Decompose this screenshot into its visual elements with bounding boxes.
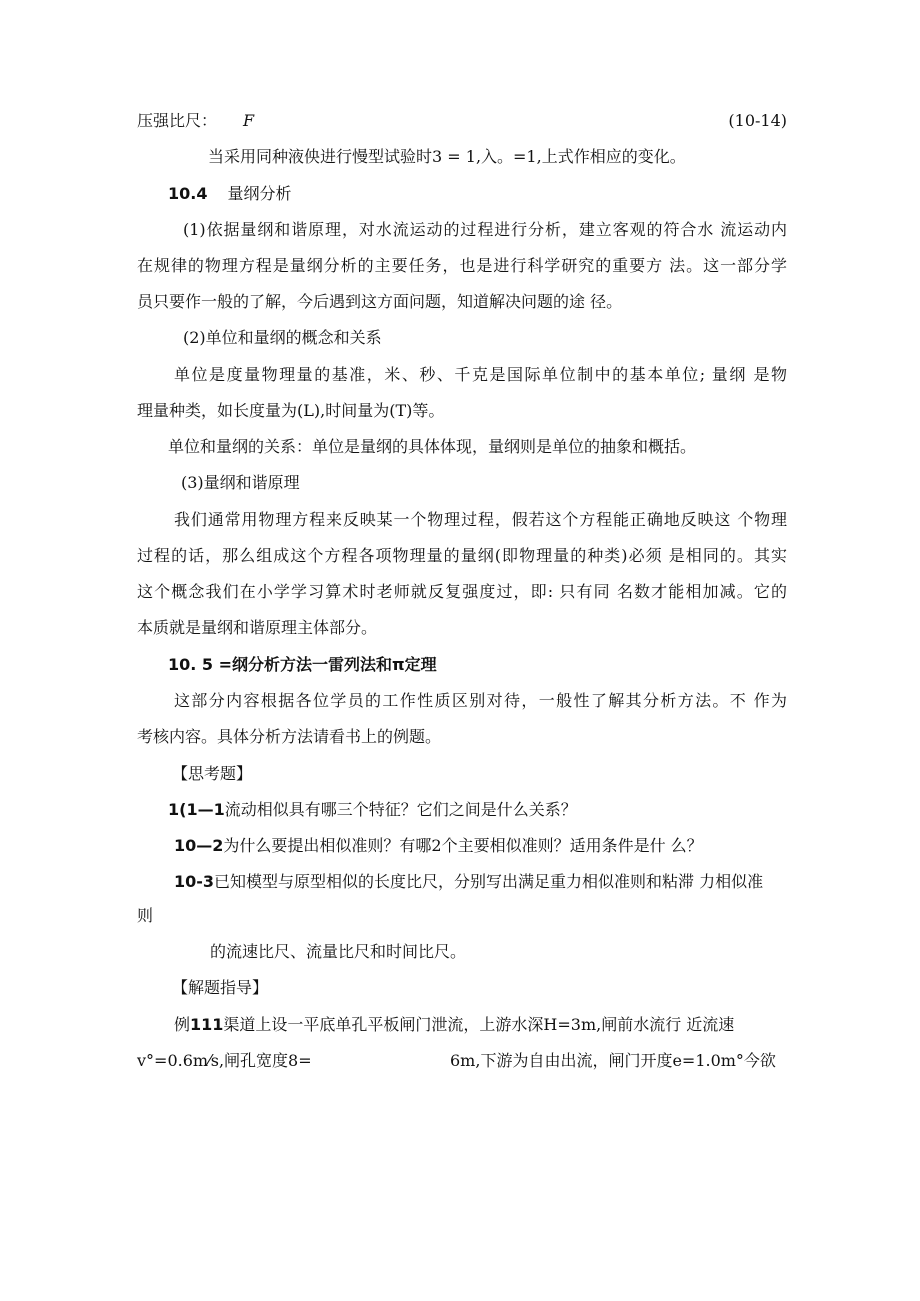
paragraph-line: 这部分内容根据各位学员的工作性质区别对待，一般性了解其分析方法。不 作为	[174, 691, 787, 710]
thinking-questions-heading: 【思考题】	[172, 764, 253, 783]
question-number: 10-3	[174, 872, 215, 891]
question-text: 为什么要提出相似准则？有哪2个主要相似准则？适用条件是什 么？	[223, 836, 703, 855]
question-number: 10—2	[174, 836, 224, 855]
paragraph-line: 过程的话，那么组成这个方程各项物理量的量纲(即物理量的种类)必须 是相同的。其实	[137, 546, 787, 565]
section-heading-10-5: 10. 5 =纲分析方法一雷列法和π定理	[168, 655, 437, 674]
paragraph-line: 的流速比尺、流量比尺和时间比尺。	[210, 942, 467, 961]
equation-number: (10-14)	[728, 111, 787, 130]
example-11-1-line	[174, 1014, 787, 1036]
example-number: 111	[190, 1015, 224, 1034]
paragraph-line: 考核内容。具体分析方法请看书上的例题。	[137, 727, 442, 746]
paragraph-line: 则	[137, 906, 154, 925]
paragraph-line: 员只要作一般的了解，今后遇到这方面问题，知道解决问题的途 径。	[137, 292, 623, 311]
subheading: (3)量纲和谐原理	[181, 473, 300, 492]
question-text: 已知模型与原型相似的长度比尺，分别写出满足重力相似准则和粘滞 力相似准	[214, 872, 764, 891]
pressure-scale-label: 压强比尺：	[137, 111, 218, 130]
question-10-1	[168, 799, 818, 821]
paragraph-line: (1)依据量纲和谐原理，对水流运动的过程进行分析，建立客观的符合水 流运动内	[183, 220, 787, 239]
question-number: 1(1—1	[168, 800, 225, 819]
example-text-left: v°=0.6m⁄s,闸孔宽度8=	[137, 1051, 312, 1070]
question-10-3	[174, 871, 787, 893]
paragraph-line: 我们通常用物理方程来反映某一个物理过程，假若这个方程能正确地反映这 个物理	[174, 510, 787, 529]
example-text: 渠道上设一平底单孔平板闸门泄流，上游水深H=3m,闸前水流行 近流速	[223, 1015, 735, 1034]
example-prefix: 例	[174, 1015, 191, 1034]
example-continuation-line	[137, 1050, 787, 1072]
section-heading-10-4	[168, 183, 818, 205]
section-title: 量纲分析	[227, 184, 292, 203]
paragraph-line: 当采用同种液佒进行慢型试验时3 = 1,入。=1,上式作相应的变化。	[208, 147, 686, 166]
subheading: (2)单位和量纲的概念和关系	[183, 328, 382, 347]
paragraph-line: 单位是度量物理量的基准，米、秒、千克是国际单位制中的基本单位; 量纲 是物	[174, 365, 787, 384]
formula-variable: F	[243, 111, 255, 130]
paragraph-line: 这个概念我们在小学学习算术时老师就反复强度过，即: 只有同 名数才能相加减。它的	[137, 582, 787, 601]
paragraph-line: 本质就是量纲和谐原理主体部分。	[137, 618, 378, 637]
example-text-right: 6m,下游为自由出流，闸门开度e=1.0m°今欲	[450, 1051, 776, 1070]
paragraph-line: 在规律的物理方程是量纲分析的主要任务，也是进行科学研究的重要方 法。这一部分学	[137, 256, 787, 275]
problem-guidance-heading: 【解题指导】	[172, 978, 269, 997]
question-10-2	[174, 835, 824, 857]
question-text: 流动相似具有哪三个特征？它们之间是什么关系？	[224, 800, 577, 819]
paragraph-line: 单位和量纲的关系：单位是量纲的具体体现，量纲则是单位的抽象和概括。	[168, 437, 697, 456]
section-number: 10.4	[168, 184, 208, 203]
paragraph-line: 理量种类，如长度量为(L),时间量为(T)等。	[137, 401, 445, 420]
pressure-scale-formula-line	[137, 110, 787, 132]
